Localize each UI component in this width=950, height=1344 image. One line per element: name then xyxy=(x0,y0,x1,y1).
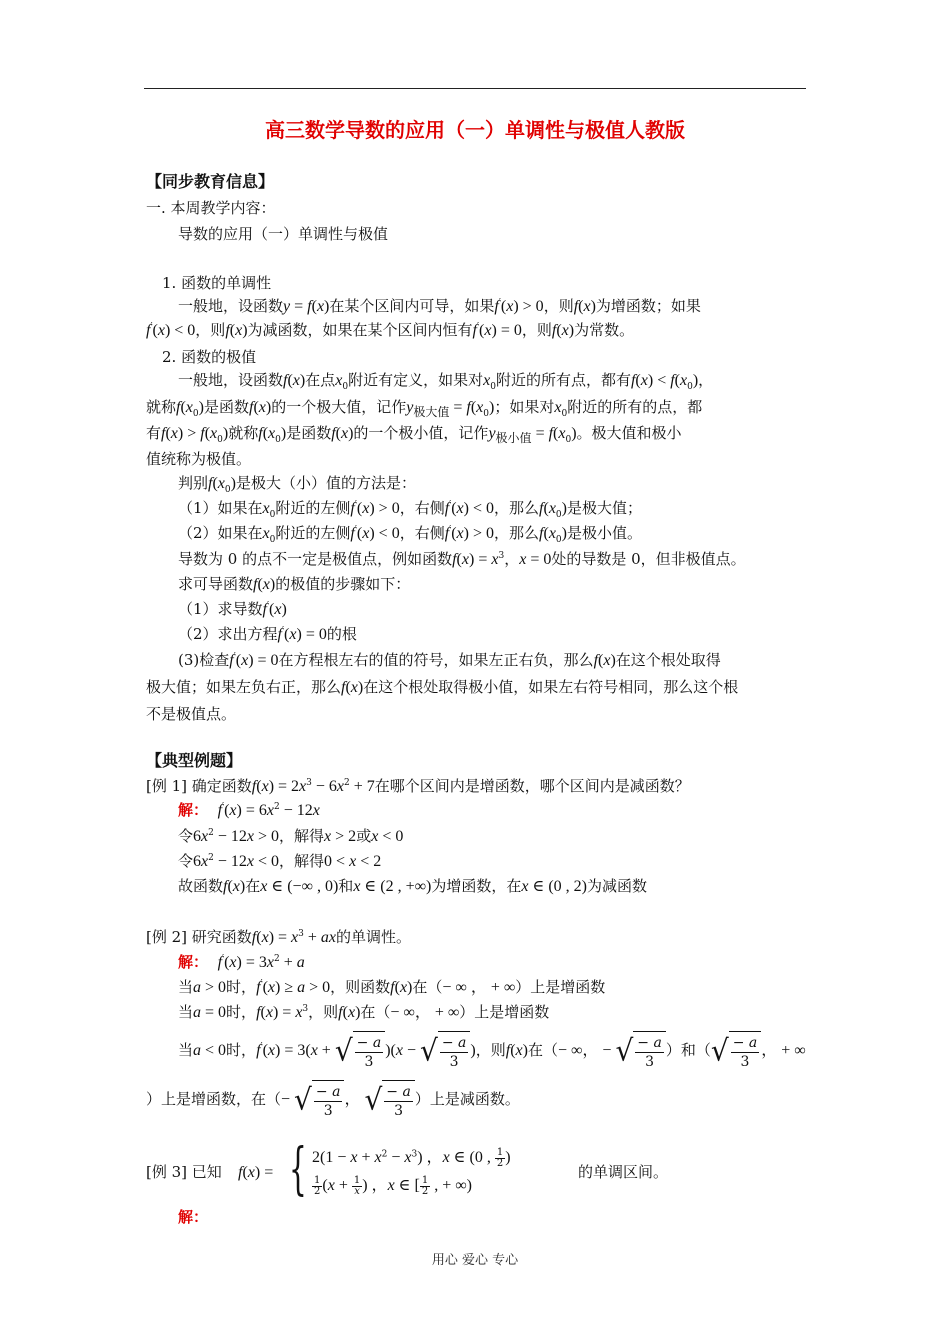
piecewise-case-1: $2(1 - x + x^2 - x^3)$ ，x ∈ (0 , $\frac{1}{2}$ ) xyxy=(312,1147,511,1169)
intro-subtitle: 导数的应用（一）单调性与极值 xyxy=(178,225,389,243)
piecewise-case-2: $\frac{1}{2}$ (x + $\frac{1}{x}$ ) ，x ∈ [ $\frac{1}{2}$ , + ∞) xyxy=(314,1175,472,1197)
page-title: 高三数学导数的应用（一）单调性与极值人教版 xyxy=(265,118,685,142)
example-1-solution-line-4: 故函数f(x)在x ∈ (−∞ , 0)和x ∈ (2 , +∞)为增函数，在x ∈ (0 , 2)为减函数 xyxy=(178,877,647,895)
step-1: （1）求导数f′(x) xyxy=(178,600,287,618)
header-rule xyxy=(144,88,806,89)
monotonicity-line-1: 一般地，设函数y = f(x)在某个区间内可导，如果f′(x) > 0，则f(x)为增函数；如果 xyxy=(178,297,701,315)
extremum-heading: 2. 函数的极值 xyxy=(162,348,257,366)
example-3-question-label: [例 3] 已知 xyxy=(146,1163,222,1181)
judge-rule-1: （1）如果在$x_0$附近的左侧f′(x) > 0，右侧f′(x) < 0，那么$f(x_0)$是极大值； xyxy=(178,499,642,520)
example-2-solution-line-3: 当a = 0时，$f(x) = x^3$，则f(x)在（− ∞， + ∞）上是增函数 xyxy=(178,1003,550,1021)
step-3-line-1: (3)检查f′(x) = 0在方程根左右的值的符号，如果左正右负，那么f(x)在这个根处取得 xyxy=(178,651,721,669)
example-3-solution-label: 解： xyxy=(178,1208,209,1226)
page-footer: 用心 爱心 专心 xyxy=(431,1253,519,1268)
monotonicity-line-2: f′(x) < 0，则f(x)为减函数，如果在某个区间内恒有f′(x) = 0，则f(x)为常数。 xyxy=(146,321,635,339)
extremum-line-1: 一般地，设函数f(x)在点$x_0$附近有定义，如果对$x_0$附近的所有点，都有$f(x) < f(x_0)$， xyxy=(178,371,714,392)
example-1-solution-line-1: 解： $f'(x) = 6x^2 - 12x$ xyxy=(178,801,320,819)
example-2-solution-line-1: 解： $f'(x) = 3x^2 + a$ xyxy=(178,953,305,971)
step-3-line-3: 不是极值点。 xyxy=(146,705,237,723)
example-1-solution-line-2: 令$6x^2 - 12x > 0$，解得x > 2或x < 0 xyxy=(178,827,404,845)
extremum-line-2: 就称$f(x_0)$是函数f(x)的一个极大值，记作$y_{极大值} = f(x_0)$；如果对$x_0$附近的所有的点，都 xyxy=(146,398,703,419)
piecewise-brace: { xyxy=(289,1137,307,1202)
steps-intro: 求可导函数f(x)的极值的步骤如下： xyxy=(178,575,411,593)
extremum-line-3: 有$f(x) > f(x_0)$就称$f(x_0)$是函数f(x)的一个极小值，记作$y_{极小值} = f(x_0)$。极大值和极小 xyxy=(146,424,682,445)
example-1-solution-line-3: 令$6x^2 - 12x < 0$，解得0 < x < 2 xyxy=(178,852,382,870)
example-3-question-tail: 的单调区间。 xyxy=(578,1163,669,1181)
section-heading-examples: 【典型例题】 xyxy=(146,751,243,770)
example-2-solution-line-5: ）上是增函数，在（− √ $\frac{- a}{3}$ ， √ $\frac{- a}{3}$ ）上是减函数。 xyxy=(146,1079,520,1121)
example-1-question: [例 1] 确定函数$f(x) = 2x^3 - 6x^2 + 7$在哪个区间内是增函数，哪个区间内是减函数？ xyxy=(146,777,690,795)
example-3-function-name: f(x) = xyxy=(238,1164,274,1181)
example-2-solution-line-4: 当a < 0时，f′(x) = 3(x + √ $\frac{- a}{3}$ )(x − √ $\frac{- a}{3}$ )，则f(x)在（− ∞， − √ $\frac{- a}{3}$ ）和（√ $\frac{- a}{3}$ ， + ∞ xyxy=(178,1030,806,1072)
monotonicity-heading: 1. 函数的单调性 xyxy=(162,274,272,292)
step-2: （2）求出方程f′(x) = 0的根 xyxy=(178,625,357,643)
intro-heading: 一. 本周教学内容： xyxy=(146,199,276,217)
example-2-solution-line-2: 当a > 0时，f′(x) ≥ a > 0，则函数f(x)在（− ∞ ， + ∞）上是增函数 xyxy=(178,978,606,996)
extremum-line-4: 值统称为极值。 xyxy=(146,450,252,468)
zero-derivative-note: 导数为 0 的点不一定是极值点，例如函数$f(x) = x^3$，x = 0处的导数是 0，但非极值点。 xyxy=(178,550,746,568)
judge-rule-2: （2）如果在$x_0$附近的左侧f′(x) < 0，右侧f′(x) > 0，那么$f(x_0)$是极小值。 xyxy=(178,524,642,545)
example-2-question: [例 2] 研究函数$f(x) = x^3$ + ax的单调性。 xyxy=(146,928,412,946)
step-3-line-2: 极大值；如果左负右正，那么f(x)在这个根处取得极小值，如果左右符号相同，那么这个根 xyxy=(146,678,739,696)
judge-line: 判别$f(x_0)$是极大（小）值的方法是： xyxy=(178,474,416,495)
section-heading-sync-info: 【同步教育信息】 xyxy=(146,172,275,191)
